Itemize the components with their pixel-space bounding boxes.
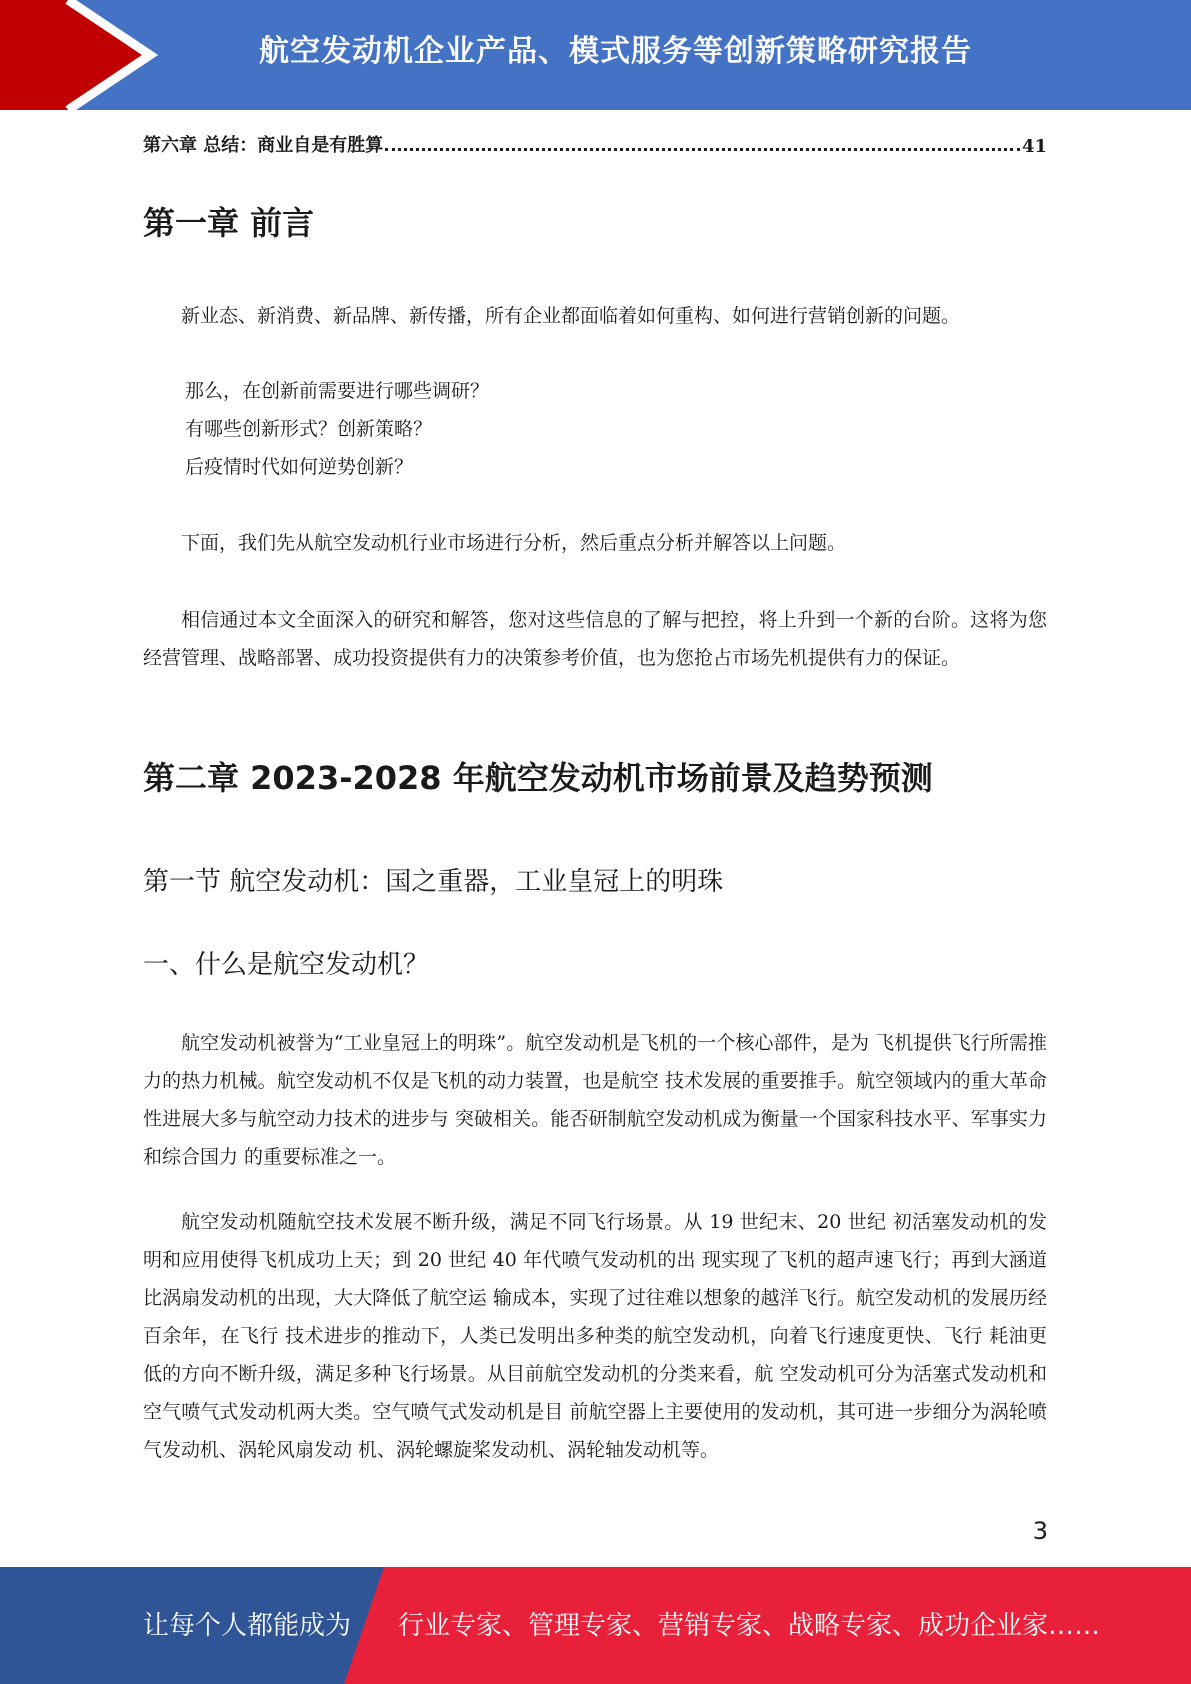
paragraph: 航空发动机随航空技术发展不断升级，满足不同飞行场景。从 19 世纪末、20 世纪 初活塞发动机的发明和应用使得飞机成功上天；到 20 世纪 40 年代喷气发动机的出 现实现了飞机的超声速飞行；再到大涵道比涡扇发动机的出现，大大降低了航空运 输成本，实现了过往难以想象的越洋飞行。航空发动机的发展历经百余年，在飞行 技术进步的推动下，人类已发明出多种类的航空发动机，向着飞行速度更快、飞行 耗油更低的方向不断升级，满足多种飞行场景。从目前航空发动机的分类来看，航 空发动机可分为活塞式发动机和空气喷气式发动机两大类。空气喷气式发动机是目 前航空器上主要使用的发动机，其可进一步细分为涡轮喷气发动机、涡轮风扇发动 机、涡轮螺旋桨发动机、涡轮轴发动机等。 — [143, 1211, 1047, 1461]
page-number: 3 — [1032, 1517, 1048, 1545]
toc-leader-dots — [385, 148, 1020, 151]
subsection-heading: 一、什么是航空发动机？ — [143, 950, 430, 980]
question-line: 那么，在创新前需要进行哪些调研？ — [185, 380, 490, 402]
footer-slogan-right: 行业专家、管理专家、营销专家、战略专家、成功企业家…… — [398, 1611, 1101, 1641]
question-line: 后疫情时代如何逆势创新？ — [185, 456, 414, 478]
paragraph: 新业态、新消费、新品牌、新传播，所有企业都面临着如何重构、如何进行营销创新的问题。 — [181, 305, 961, 327]
footer-bar — [0, 1567, 1191, 1684]
chapter-2-heading: 第二章 2023-2028 年航空发动机市场前景及趋势预测 — [143, 759, 933, 797]
chapter-1-heading: 第一章 前言 — [143, 204, 315, 242]
document-title: 航空发动机企业产品、模式服务等创新策略研究报告 — [259, 34, 972, 69]
paragraph: 相信通过本文全面深入的研究和解答，您对这些信息的了解与把控，将上升到一个新的台阶。这将为您经营管理、战略部署、成功投资提供有力的决策参考价值，也为您抢占市场先机提供有力的保证。 — [143, 609, 1047, 669]
paragraph: 下面，我们先从航空发动机行业市场进行分析，然后重点分析并解答以上问题。 — [181, 532, 847, 554]
question-line: 有哪些创新形式？创新策略？ — [185, 418, 433, 440]
footer-slogan-left: 让每个人都能成为 — [143, 1611, 352, 1641]
header-bar — [0, 0, 1191, 110]
paragraph: 航空发动机被誉为“工业皇冠上的明珠”。航空发动机是飞机的一个核心部件，是为 飞机提供飞行所需推力的热力机械。航空发动机不仅是飞机的动力装置，也是航空 技术发展的重要推手。航空领域内的重大革命性进展大多与航空动力技术的进步与 突破相关。能否研制航空发动机成为衡量一个国家科技水平、军事实力和综合国力 的重要标准之一。 — [143, 1032, 1047, 1168]
toc-entry[interactable] — [143, 131, 1047, 157]
section-heading: 第一节 航空发动机：国之重器，工业皇冠上的明珠 — [143, 867, 724, 897]
toc-entry-title: 第六章 总结：商业自是有胜算 — [143, 135, 384, 156]
toc-entry-page: 41 — [1021, 136, 1047, 157]
